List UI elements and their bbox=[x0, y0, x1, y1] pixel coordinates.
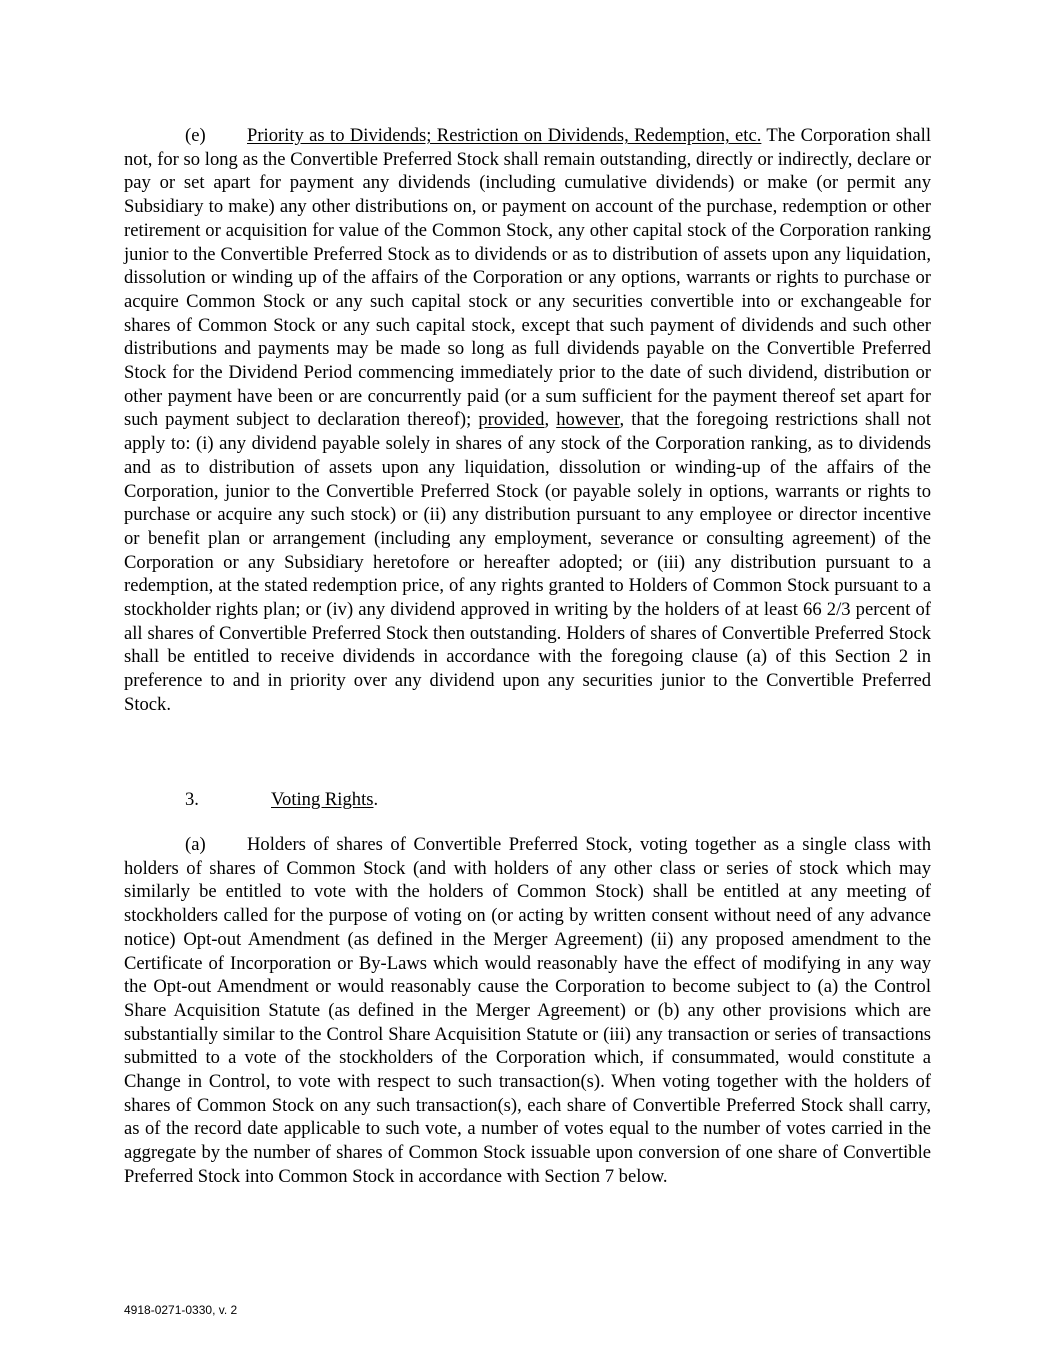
paragraph-section-e bbox=[124, 124, 931, 717]
section-3-title: Voting Rights bbox=[271, 789, 374, 810]
however-term: however bbox=[556, 409, 620, 431]
section-3-heading bbox=[124, 788, 992, 812]
section-e-heading: Priority as to Dividends; Restriction on Dividends, Redemption, etc. bbox=[247, 125, 762, 146]
section-3-title-period: . bbox=[373, 789, 379, 810]
provided-term: provided bbox=[478, 409, 545, 431]
section-e-text-1: The Corporation shall not, for so long as the Convertible Preferred Stock shall remain outstanding, directly or indirectly, declare or pay or set apart for payment any dividends (including cumulative dividends) or make (or permit any Subsidiary to make) any other distributions on, or payment on account of the purchase, redemption or other retirement or acquisition for value of the Common Stock, any other capital stock of the Corporation ranking junior to the Convertible Preferred Stock as to dividends or as to distribution of assets upon any liquidation, dissolution or winding up of the affairs of the Corporation or any options, warrants or rights to purchase or acquire Common Stock or any such capital stock or any securities convertible into or exchangeable for shares of Common Stock or any such capital stock, except that such payment of dividends and such other distributions and payments may be made so long as full dividends payable on the Convertible Preferred Stock for the Dividend Period commencing immediately prior to the date of such dividend, distribution or other payment have been or are concurrently paid (or a sum sufficient for the payment thereof set apart for such payment subject to declaration thereof); bbox=[124, 125, 931, 431]
section-e-label: (e) bbox=[185, 125, 206, 146]
comma-separator: , bbox=[544, 409, 557, 431]
section-e-text-2: , that the foregoing restrictions shall not apply to: (i) any dividend payable solely in shares of any stock of the Corporation ranking, as to dividends and as to distribution of assets upon any liquidation, dissolution or winding-up of the affairs of the Corporation, junior to the Convertible Preferred Stock (or payable solely in options, warrants or rights to purchase or acquire any such stock) or (ii) any distribution pursuant to any employee or director incentive or benefit plan or arrangement (including any employment, severance or consulting agreement) of the Corporation or any Subsidiary heretofore or hereafter adopted; or (iii) any distribution pursuant to a redemption, at the stated redemption price, of any rights granted to Holders of Common Stock pursuant to a stockholder rights plan; or (iv) any dividend approved in writing by the holders of at least 66 2/3 percent of all shares of Convertible Preferred Stock then outstanding. Holders of shares of Convertible Preferred Stock shall be entitled to receive dividends in accordance with the foregoing clause (a) of this Section 2 in preference to and in priority over any dividend upon any securities junior to the Convertible Preferred Stock. bbox=[124, 409, 931, 715]
section-3-number: 3. bbox=[185, 789, 199, 810]
section-3a-label: (a) bbox=[185, 834, 206, 855]
footer-document-id: 4918-0271-0330, v. 2 bbox=[124, 1303, 238, 1317]
paragraph-section-3a bbox=[124, 833, 931, 1189]
section-3a-text: Holders of shares of Convertible Preferred Stock, voting together as a single class with holders of shares of Common Stock (and with holders of any other class or series of stock which may similarly be entitled to vote with the holders of Common Stock) shall be entitled at any meeting of stockholders called for the purpose of voting on (or acting by written consent without need of any advance notice) Opt-out Amendment (as defined in the Merger Agreement) (ii) any proposed amendment to the Certificate of Incorporation or By-Laws which would reasonably have the effect of modifying in any way the Opt-out Amendment or would reasonably cause the Corporation to become subject to (a) the Control Share Acquisition Statute (as defined in the Merger Agreement) or (b) any other provisions which are substantially similar to the Control Share Acquisition Statute or (iii) any transaction or series of transactions submitted to a vote of the stockholders of the Corporation which, if consummated, would constitute a Change in Control, to vote with respect to such transaction(s). When voting together with the holders of shares of Common Stock on any such transaction(s), each share of Convertible Preferred Stock shall carry, as of the record date applicable to such vote, a number of votes equal to the number of votes carried in the aggregate by the number of shares of Common Stock issuable upon conversion of one share of Convertible Preferred Stock into Common Stock in accordance with Section 7 below. bbox=[124, 834, 931, 1187]
